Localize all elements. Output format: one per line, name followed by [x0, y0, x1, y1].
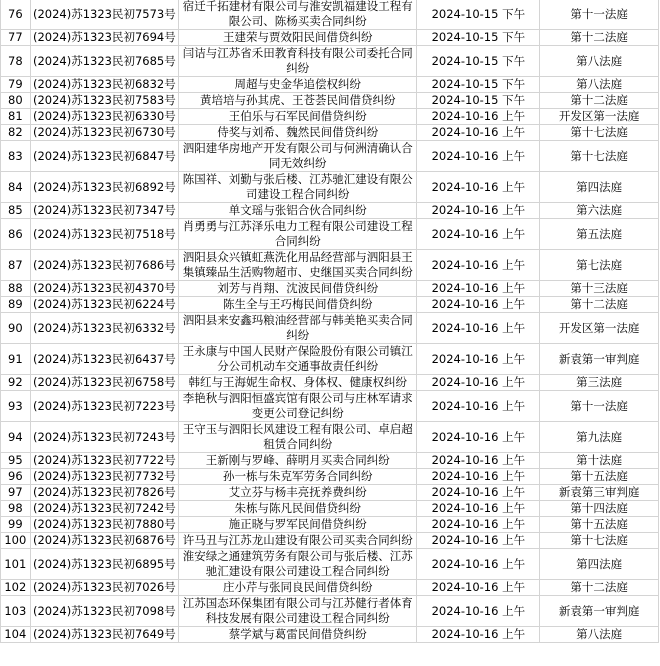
table-row [1, 172, 659, 203]
case-cause: 陈生全与王巧梅民间借贷纠纷 [179, 297, 417, 313]
hearing-date: 2024-10-15 下午 [417, 30, 540, 46]
table-row [1, 453, 659, 469]
case-number: (2024)苏1323民初6730号 [30, 125, 178, 141]
row-number: 87 [1, 250, 31, 281]
case-cause: 闫诘与江苏省禾田教育科技有限公司委托合同纠纷 [179, 46, 417, 77]
table-row [1, 627, 659, 643]
case-cause: 施正晓与罗军民间借贷纠纷 [179, 517, 417, 533]
case-cause: 王守玉与泗阳长风建设工程有限公司、卓启超租赁合同纠纷 [179, 422, 417, 453]
court-room: 第十五法庭 [540, 517, 659, 533]
court-room: 第六法庭 [540, 203, 659, 219]
table-row [1, 0, 659, 30]
case-cause: 王建荣与贾效阳民间借贷纠纷 [179, 30, 417, 46]
court-room: 开发区第一法庭 [540, 109, 659, 125]
case-number: (2024)苏1323民初6847号 [30, 141, 178, 172]
table-row [1, 549, 659, 580]
table-row [1, 469, 659, 485]
table-row [1, 517, 659, 533]
table-row [1, 46, 659, 77]
row-number: 76 [1, 0, 31, 30]
hearing-date: 2024-10-16 上午 [417, 533, 540, 549]
case-cause: 江苏国态环保集团有限公司与江苏健行者体育科技发展有限公司建设工程合同纠纷 [179, 596, 417, 627]
court-room: 第十一法庭 [540, 391, 659, 422]
row-number: 79 [1, 77, 31, 93]
case-number: (2024)苏1323民初6876号 [30, 533, 178, 549]
table-row [1, 77, 659, 93]
case-number: (2024)苏1323民初7098号 [30, 596, 178, 627]
court-room: 第十七法庭 [540, 141, 659, 172]
table-row [1, 596, 659, 627]
hearing-date: 2024-10-16 上午 [417, 517, 540, 533]
court-room: 第四法庭 [540, 549, 659, 580]
row-number: 94 [1, 422, 31, 453]
case-cause: 淮安绿之通建筑劳务有限公司与张后楼、江苏驰汇建设有限公司建设工程合同纠纷 [179, 549, 417, 580]
case-number: (2024)苏1323民初6224号 [30, 297, 178, 313]
table-row [1, 281, 659, 297]
row-number: 81 [1, 109, 31, 125]
court-room: 新袁第一审判庭 [540, 596, 659, 627]
case-number: (2024)苏1323民初7686号 [30, 250, 178, 281]
court-room: 第十五法庭 [540, 469, 659, 485]
row-number: 104 [1, 627, 31, 643]
court-room: 第七法庭 [540, 250, 659, 281]
case-number: (2024)苏1323民初7583号 [30, 93, 178, 109]
case-number: (2024)苏1323民初6437号 [30, 344, 178, 375]
hearing-date: 2024-10-16 上午 [417, 109, 540, 125]
court-room: 第十二法庭 [540, 297, 659, 313]
court-room: 开发区第一法庭 [540, 313, 659, 344]
table-row [1, 391, 659, 422]
row-number: 91 [1, 344, 31, 375]
row-number: 93 [1, 391, 31, 422]
case-cause: 艾立芬与杨丰亮抚养费纠纷 [179, 485, 417, 501]
row-number: 90 [1, 313, 31, 344]
case-number: (2024)苏1323民初7573号 [30, 0, 178, 30]
case-number: (2024)苏1323民初7694号 [30, 30, 178, 46]
table-row [1, 109, 659, 125]
court-room: 第十七法庭 [540, 533, 659, 549]
row-number: 100 [1, 533, 31, 549]
case-number: (2024)苏1323民初7243号 [30, 422, 178, 453]
court-room: 第十二法庭 [540, 580, 659, 596]
table-row [1, 313, 659, 344]
table-row [1, 250, 659, 281]
court-room: 第十法庭 [540, 453, 659, 469]
table-row [1, 501, 659, 517]
hearing-date: 2024-10-16 上午 [417, 501, 540, 517]
hearing-date: 2024-10-16 上午 [417, 172, 540, 203]
row-number: 88 [1, 281, 31, 297]
row-number: 102 [1, 580, 31, 596]
case-number: (2024)苏1323民初6758号 [30, 375, 178, 391]
table-row [1, 93, 659, 109]
hearing-date: 2024-10-15 下午 [417, 46, 540, 77]
court-room: 第十三法庭 [540, 281, 659, 297]
case-number: (2024)苏1323民初7880号 [30, 517, 178, 533]
row-number: 85 [1, 203, 31, 219]
hearing-date: 2024-10-16 上午 [417, 485, 540, 501]
hearing-date: 2024-10-16 上午 [417, 549, 540, 580]
case-number: (2024)苏1323民初7347号 [30, 203, 178, 219]
case-number: (2024)苏1323民初7026号 [30, 580, 178, 596]
case-cause: 周超与史金华追偿权纠纷 [179, 77, 417, 93]
hearing-date: 2024-10-16 上午 [417, 375, 540, 391]
case-number: (2024)苏1323民初6330号 [30, 109, 178, 125]
hearing-date: 2024-10-16 上午 [417, 422, 540, 453]
court-room: 第八法庭 [540, 46, 659, 77]
case-cause: 宿迁千拓建材有限公司与淮安凯福建设工程有限公司、陈杨买卖合同纠纷 [179, 0, 417, 30]
table-row [1, 30, 659, 46]
hearing-date: 2024-10-16 上午 [417, 453, 540, 469]
hearing-date: 2024-10-16 上午 [417, 219, 540, 250]
row-number: 83 [1, 141, 31, 172]
court-room: 第十二法庭 [540, 93, 659, 109]
case-cause: 王永康与中国人民财产保险股份有限公司镇江分公司机动车交通事故责任纠纷 [179, 344, 417, 375]
hearing-date: 2024-10-16 上午 [417, 125, 540, 141]
row-number: 89 [1, 297, 31, 313]
hearing-date: 2024-10-16 上午 [417, 596, 540, 627]
case-number: (2024)苏1323民初4370号 [30, 281, 178, 297]
case-number: (2024)苏1323民初7518号 [30, 219, 178, 250]
row-number: 80 [1, 93, 31, 109]
case-number: (2024)苏1323民初6332号 [30, 313, 178, 344]
table-row [1, 580, 659, 596]
table-body [1, 0, 659, 643]
case-cause: 泗阳县众兴镇虹燕洗化用品经营部与泗阳县王集镇臻品生活购物超市、史继国买卖合同纠纷 [179, 250, 417, 281]
row-number: 95 [1, 453, 31, 469]
case-cause: 黄培培与孙其虎、王苍荟民间借贷纠纷 [179, 93, 417, 109]
case-number: (2024)苏1323民初6895号 [30, 549, 178, 580]
table-row [1, 141, 659, 172]
court-room: 第十一法庭 [540, 0, 659, 30]
row-number: 99 [1, 517, 31, 533]
court-room: 第五法庭 [540, 219, 659, 250]
row-number: 77 [1, 30, 31, 46]
court-room: 新袁第一审判庭 [540, 344, 659, 375]
hearing-date: 2024-10-16 上午 [417, 141, 540, 172]
hearing-date: 2024-10-16 上午 [417, 203, 540, 219]
case-number: (2024)苏1323民初7649号 [30, 627, 178, 643]
case-cause: 孙一栋与朱克军劳务合同纠纷 [179, 469, 417, 485]
hearing-date: 2024-10-15 下午 [417, 0, 540, 30]
table-row [1, 422, 659, 453]
row-number: 86 [1, 219, 31, 250]
hearing-date: 2024-10-16 上午 [417, 344, 540, 375]
court-room: 第十四法庭 [540, 501, 659, 517]
table-row [1, 375, 659, 391]
court-room: 第八法庭 [540, 77, 659, 93]
row-number: 98 [1, 501, 31, 517]
row-number: 96 [1, 469, 31, 485]
table-row [1, 297, 659, 313]
hearing-date: 2024-10-15 下午 [417, 77, 540, 93]
case-cause: 韩红与王海妮生命权、身体权、健康权纠纷 [179, 375, 417, 391]
hearing-date: 2024-10-16 上午 [417, 469, 540, 485]
case-cause: 肖勇勇与江苏泽乐电力工程有限公司建设工程合同纠纷 [179, 219, 417, 250]
case-cause: 单文瑶与张铝合伙合同纠纷 [179, 203, 417, 219]
case-cause: 陈国祥、刘勤与张后楼、江苏驰汇建设有限公司建设工程合同纠纷 [179, 172, 417, 203]
hearing-date: 2024-10-16 上午 [417, 313, 540, 344]
case-cause: 王伯乐与石军民间借贷纠纷 [179, 109, 417, 125]
court-room: 第九法庭 [540, 422, 659, 453]
row-number: 78 [1, 46, 31, 77]
case-number: (2024)苏1323民初6892号 [30, 172, 178, 203]
hearing-date: 2024-10-16 上午 [417, 297, 540, 313]
case-number: (2024)苏1323民初6832号 [30, 77, 178, 93]
table-row [1, 533, 659, 549]
hearing-date: 2024-10-16 上午 [417, 627, 540, 643]
case-cause: 许马丑与江苏龙山建设有限公司买卖合同纠纷 [179, 533, 417, 549]
court-room: 第四法庭 [540, 172, 659, 203]
case-cause: 刘芳与肖翔、沈波民间借贷纠纷 [179, 281, 417, 297]
case-cause: 王新刚与罗峰、薛明月买卖合同纠纷 [179, 453, 417, 469]
row-number: 103 [1, 596, 31, 627]
case-number: (2024)苏1323民初7242号 [30, 501, 178, 517]
case-number: (2024)苏1323民初7732号 [30, 469, 178, 485]
row-number: 82 [1, 125, 31, 141]
case-cause: 泗阳建华房地产开发有限公司与何洲清确认合同无效纠纷 [179, 141, 417, 172]
case-number: (2024)苏1323民初7826号 [30, 485, 178, 501]
hearing-date: 2024-10-16 上午 [417, 391, 540, 422]
hearing-date: 2024-10-16 上午 [417, 250, 540, 281]
hearing-date: 2024-10-15 下午 [417, 93, 540, 109]
row-number: 92 [1, 375, 31, 391]
table-row [1, 485, 659, 501]
row-number: 101 [1, 549, 31, 580]
row-number: 97 [1, 485, 31, 501]
table-row [1, 203, 659, 219]
case-number: (2024)苏1323民初7685号 [30, 46, 178, 77]
table-row [1, 219, 659, 250]
case-number: (2024)苏1323民初7223号 [30, 391, 178, 422]
table-row [1, 344, 659, 375]
court-room: 第三法庭 [540, 375, 659, 391]
court-room: 第十七法庭 [540, 125, 659, 141]
case-cause: 泗阳县来安鑫玛粮油经营部与韩美艳买卖合同纠纷 [179, 313, 417, 344]
row-number: 84 [1, 172, 31, 203]
court-room: 第十二法庭 [540, 30, 659, 46]
court-room: 新袁第三审判庭 [540, 485, 659, 501]
table-row [1, 125, 659, 141]
case-number: (2024)苏1323民初7722号 [30, 453, 178, 469]
case-cause: 李艳秋与泗阳恒盛宾馆有限公司与庄林军请求变更公司登记纠纷 [179, 391, 417, 422]
hearing-date: 2024-10-16 上午 [417, 281, 540, 297]
case-cause: 蔡学斌与葛雷民间借贷纠纷 [179, 627, 417, 643]
case-cause: 侍奖与刘希、魏然民间借贷纠纷 [179, 125, 417, 141]
case-cause: 朱栋与陈凡民间借贷纠纷 [179, 501, 417, 517]
hearing-date: 2024-10-16 上午 [417, 580, 540, 596]
case-cause: 庄小芹与张同良民间借贷纠纷 [179, 580, 417, 596]
court-room: 第八法庭 [540, 627, 659, 643]
